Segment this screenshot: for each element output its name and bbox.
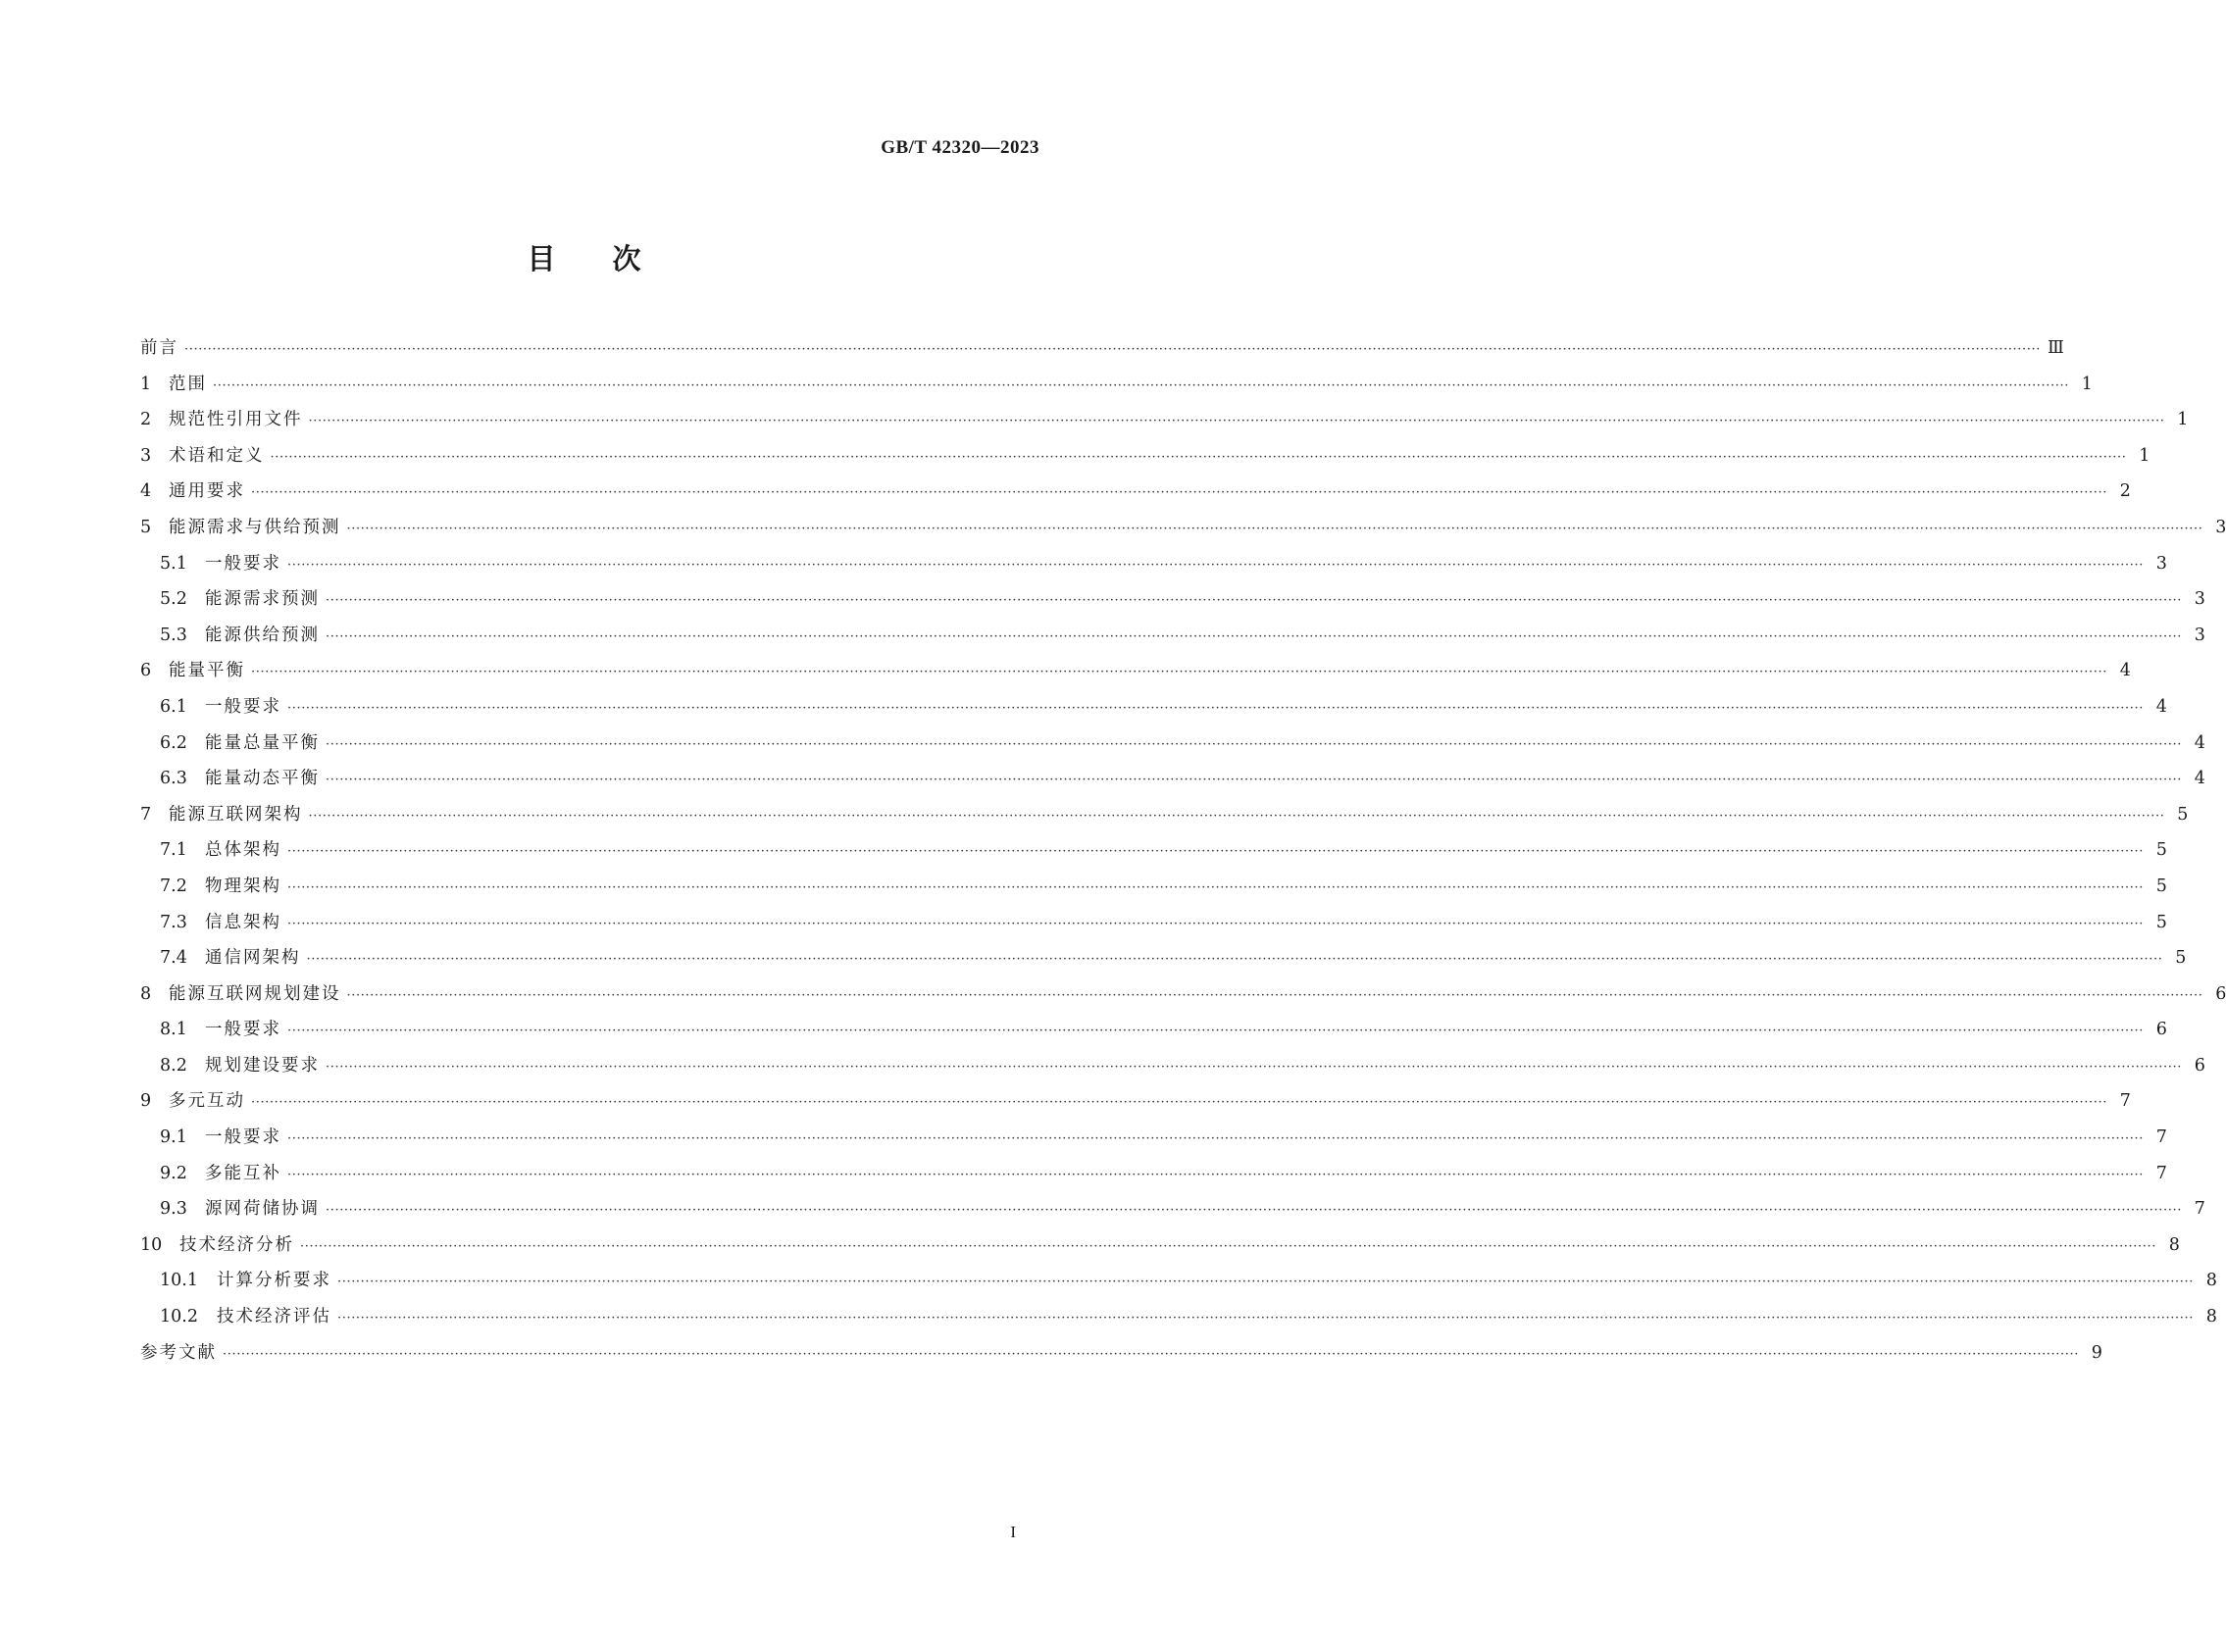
toc-entry-page: 5	[2155, 912, 2167, 932]
toc-entry-title: 物理架构	[205, 876, 281, 896]
page-title: 目次	[527, 242, 698, 275]
toc-dot-leader: ················································································································································································································································································································································································································	[287, 844, 2144, 860]
toc-entry-number: 9.3	[160, 1199, 187, 1220]
toc-dot-leader: ················································································································································································································································································································································································································	[306, 952, 2163, 968]
toc-entry-page: 3	[2194, 625, 2205, 645]
toc-entry-page: 1	[2177, 410, 2189, 430]
toc-dot-leader: ················································································································································································································································································································································································································	[287, 879, 2144, 895]
toc-entry-number: 7.2	[160, 876, 187, 896]
toc-entry-page: 8	[2168, 1234, 2180, 1255]
toc-entry-number: 5.3	[160, 625, 187, 645]
toc-entry-title: 一般要求	[205, 1020, 281, 1040]
toc-entry-title: 计算分析要求	[217, 1271, 331, 1291]
toc-entry-title: 多能互补	[205, 1163, 281, 1183]
toc-entry-page: 1	[2081, 374, 2093, 394]
toc-entry[interactable]	[140, 869, 2167, 905]
toc-dot-leader: ················································································································································································································································································································································································································	[287, 700, 2144, 716]
toc-entry-number: 1	[140, 374, 152, 394]
toc-dot-leader: ················································································································································································································································································································································································································	[326, 593, 2182, 609]
page-number: I	[1010, 1523, 1016, 1541]
toc-entry-number: 6.1	[160, 696, 187, 717]
toc-dot-leader: ················································································································································································································································································································································································································	[308, 808, 2165, 824]
toc-dot-leader: ················································································································································································································································································································································································································	[213, 377, 2069, 393]
toc-entry-title: 能量平衡	[169, 661, 245, 681]
toc-entry-page: 6	[2194, 1055, 2205, 1076]
toc-entry-number: 9.2	[160, 1163, 187, 1183]
toc-entry[interactable]	[140, 1048, 2205, 1084]
toc-entry-number: 10.2	[160, 1307, 198, 1327]
toc-entry-title: 通用要求	[169, 481, 245, 502]
toc-entry-title: 能量总量平衡	[205, 732, 320, 753]
toc-dot-leader: ················································································································································································································································································································································································································	[251, 1095, 2107, 1111]
toc-entry-number: 7.4	[160, 948, 187, 969]
toc-entry[interactable]	[140, 1191, 2205, 1227]
toc-entry-page: 5	[2155, 840, 2167, 861]
toc-entry-page: 7	[2119, 1091, 2131, 1112]
toc-dot-leader: ················································································································································································································································································································································································································	[270, 449, 2127, 465]
toc-entry-number: 4	[140, 481, 152, 502]
toc-dot-leader: ················································································································································································································································································································································································································	[326, 773, 2182, 788]
toc-entry[interactable]	[140, 1120, 2167, 1156]
toc-entry-number: 6	[140, 661, 152, 681]
toc-dot-leader: ················································································································································································································································································································································································································	[326, 628, 2182, 644]
toc-dot-leader: ················································································································································································································································································································································································································	[337, 1311, 2194, 1327]
toc-entry[interactable]	[140, 761, 2205, 797]
toc-entry-page: 4	[2155, 696, 2167, 717]
toc-entry-page: 7	[2155, 1127, 2167, 1148]
toc-entry-number: 6.3	[160, 769, 187, 789]
toc-entry-page: 5	[2177, 804, 2189, 825]
standard-code: GB/T 42320—2023	[881, 137, 1039, 158]
toc-entry-page: 7	[2194, 1199, 2205, 1220]
toc-dot-leader: ················································································································································································································································································································································································································	[251, 485, 2107, 501]
toc-entry-title: 源网荷储协调	[205, 1199, 320, 1220]
toc-entry-number: 5.2	[160, 589, 187, 610]
table-of-contents	[140, 330, 2226, 1371]
toc-entry-page: Ⅲ	[2048, 338, 2064, 358]
toc-dot-leader: ················································································································································································································································································································································································································	[337, 1275, 2194, 1290]
toc-entry-title: 总体架构	[205, 840, 281, 861]
toc-entry-page: 2	[2119, 481, 2131, 502]
toc-entry[interactable]	[140, 832, 2167, 869]
toc-dot-leader: ················································································································································································································································································································································································································	[326, 1203, 2182, 1219]
toc-entry-title: 能源供给预测	[205, 625, 320, 645]
toc-entry-number: 7	[140, 804, 152, 825]
toc-entry[interactable]	[140, 510, 2226, 546]
toc-entry-page: 4	[2119, 661, 2131, 681]
toc-dot-leader: ················································································································································································································································································································································································································	[287, 1131, 2144, 1147]
toc-dot-leader: ················································································································································································································································································································································································································	[184, 342, 2041, 357]
toc-entry-page: 8	[2205, 1271, 2217, 1291]
toc-entry[interactable]	[140, 402, 2189, 438]
toc-entry[interactable]	[140, 367, 2093, 403]
toc-dot-leader: ················································································································································································································································································································································································································	[326, 1059, 2182, 1075]
toc-entry-number: 9.1	[160, 1127, 187, 1148]
toc-entry-number: 9	[140, 1091, 152, 1112]
toc-entry-title: 能源需求预测	[205, 589, 320, 610]
toc-entry-number: 7.1	[160, 840, 187, 861]
toc-dot-leader: ················································································································································································································································································································································································································	[326, 736, 2182, 752]
toc-entry-title: 参考文献	[140, 1342, 217, 1363]
toc-entry-page: 1	[2139, 445, 2150, 466]
toc-entry-title: 前言	[140, 338, 178, 358]
toc-entry[interactable]	[140, 1227, 2180, 1264]
toc-entry-title: 规划建设要求	[205, 1055, 320, 1076]
toc-entry-title: 规范性引用文件	[169, 410, 303, 430]
toc-entry[interactable]	[140, 1335, 2102, 1372]
toc-entry-number: 5	[140, 517, 152, 537]
toc-entry[interactable]	[140, 976, 2226, 1013]
toc-entry-title: 能源互联网架构	[169, 804, 303, 825]
toc-dot-leader: ················································································································································································································································································································································································································	[223, 1346, 2079, 1362]
toc-dot-leader: ················································································································································································································································································································································································································	[251, 665, 2107, 680]
toc-entry[interactable]	[140, 1012, 2167, 1048]
toc-entry[interactable]	[140, 438, 2150, 475]
toc-dot-leader: ················································································································································································································································································································································································································	[287, 1167, 2144, 1182]
toc-entry-title: 通信网架构	[205, 948, 301, 969]
toc-entry-title: 一般要求	[205, 553, 281, 574]
toc-dot-leader: ················································································································································································································································································································································································································	[287, 1024, 2144, 1039]
toc-entry-number: 3	[140, 445, 152, 466]
toc-entry-title: 能源需求与供给预测	[169, 517, 341, 537]
toc-entry-page: 3	[2215, 517, 2226, 537]
toc-entry-title: 技术经济评估	[217, 1307, 331, 1327]
toc-entry-title: 一般要求	[205, 696, 281, 717]
toc-entry[interactable]	[140, 474, 2131, 510]
toc-entry-title: 能源互联网规划建设	[169, 983, 341, 1004]
toc-entry-title: 术语和定义	[169, 445, 265, 466]
toc-entry-page: 6	[2215, 983, 2226, 1004]
toc-entry[interactable]	[140, 653, 2131, 689]
toc-entry-number: 2	[140, 410, 152, 430]
toc-entry-number: 5.1	[160, 553, 187, 574]
toc-dot-leader: ················································································································································································································································································································································································································	[346, 987, 2203, 1003]
toc-entry[interactable]	[140, 330, 2064, 367]
toc-dot-leader: ················································································································································································································································································································································································································	[346, 521, 2203, 536]
toc-entry[interactable]	[140, 940, 2187, 976]
toc-entry-number: 8.1	[160, 1020, 187, 1040]
toc-entry-number: 8.2	[160, 1055, 187, 1076]
toc-entry-title: 能量动态平衡	[205, 769, 320, 789]
toc-entry-number: 10	[140, 1234, 163, 1255]
toc-entry[interactable]	[140, 689, 2167, 726]
toc-entry[interactable]	[140, 1299, 2217, 1335]
toc-entry-page: 3	[2194, 589, 2205, 610]
toc-entry[interactable]	[140, 581, 2205, 618]
toc-entry-title: 技术经济分析	[179, 1234, 294, 1255]
toc-dot-leader: ················································································································································································································································································································································································································	[287, 916, 2144, 931]
toc-entry[interactable]	[140, 726, 2205, 762]
toc-entry-page: 4	[2194, 732, 2205, 753]
toc-entry-number: 7.3	[160, 912, 187, 932]
toc-entry-number: 8	[140, 983, 152, 1004]
toc-entry-number: 6.2	[160, 732, 187, 753]
toc-entry-number: 10.1	[160, 1271, 198, 1291]
toc-entry[interactable]	[140, 1156, 2167, 1192]
toc-entry[interactable]	[140, 905, 2167, 941]
toc-entry-page: 9	[2091, 1342, 2102, 1363]
toc-entry-title: 多元互动	[169, 1091, 245, 1112]
toc-entry-page: 3	[2155, 553, 2167, 574]
toc-dot-leader: ················································································································································································································································································································································································································	[308, 414, 2165, 429]
toc-entry-title: 信息架构	[205, 912, 281, 932]
toc-entry-title: 一般要求	[205, 1127, 281, 1148]
toc-entry-page: 8	[2205, 1307, 2217, 1327]
toc-entry-page: 6	[2155, 1020, 2167, 1040]
toc-entry-page: 5	[2175, 948, 2187, 969]
toc-dot-leader: ················································································································································································································································································································································································································	[300, 1238, 2156, 1254]
toc-entry[interactable]	[140, 1263, 2217, 1299]
toc-dot-leader: ················································································································································································································································································································································································································	[287, 557, 2144, 573]
toc-entry[interactable]	[140, 618, 2205, 654]
toc-entry-page: 7	[2155, 1163, 2167, 1183]
toc-entry-page: 4	[2194, 769, 2205, 789]
toc-entry-page: 5	[2155, 876, 2167, 896]
toc-entry[interactable]	[140, 546, 2167, 582]
toc-entry[interactable]	[140, 1083, 2131, 1120]
toc-entry-title: 范围	[169, 374, 207, 394]
toc-entry[interactable]	[140, 797, 2189, 833]
